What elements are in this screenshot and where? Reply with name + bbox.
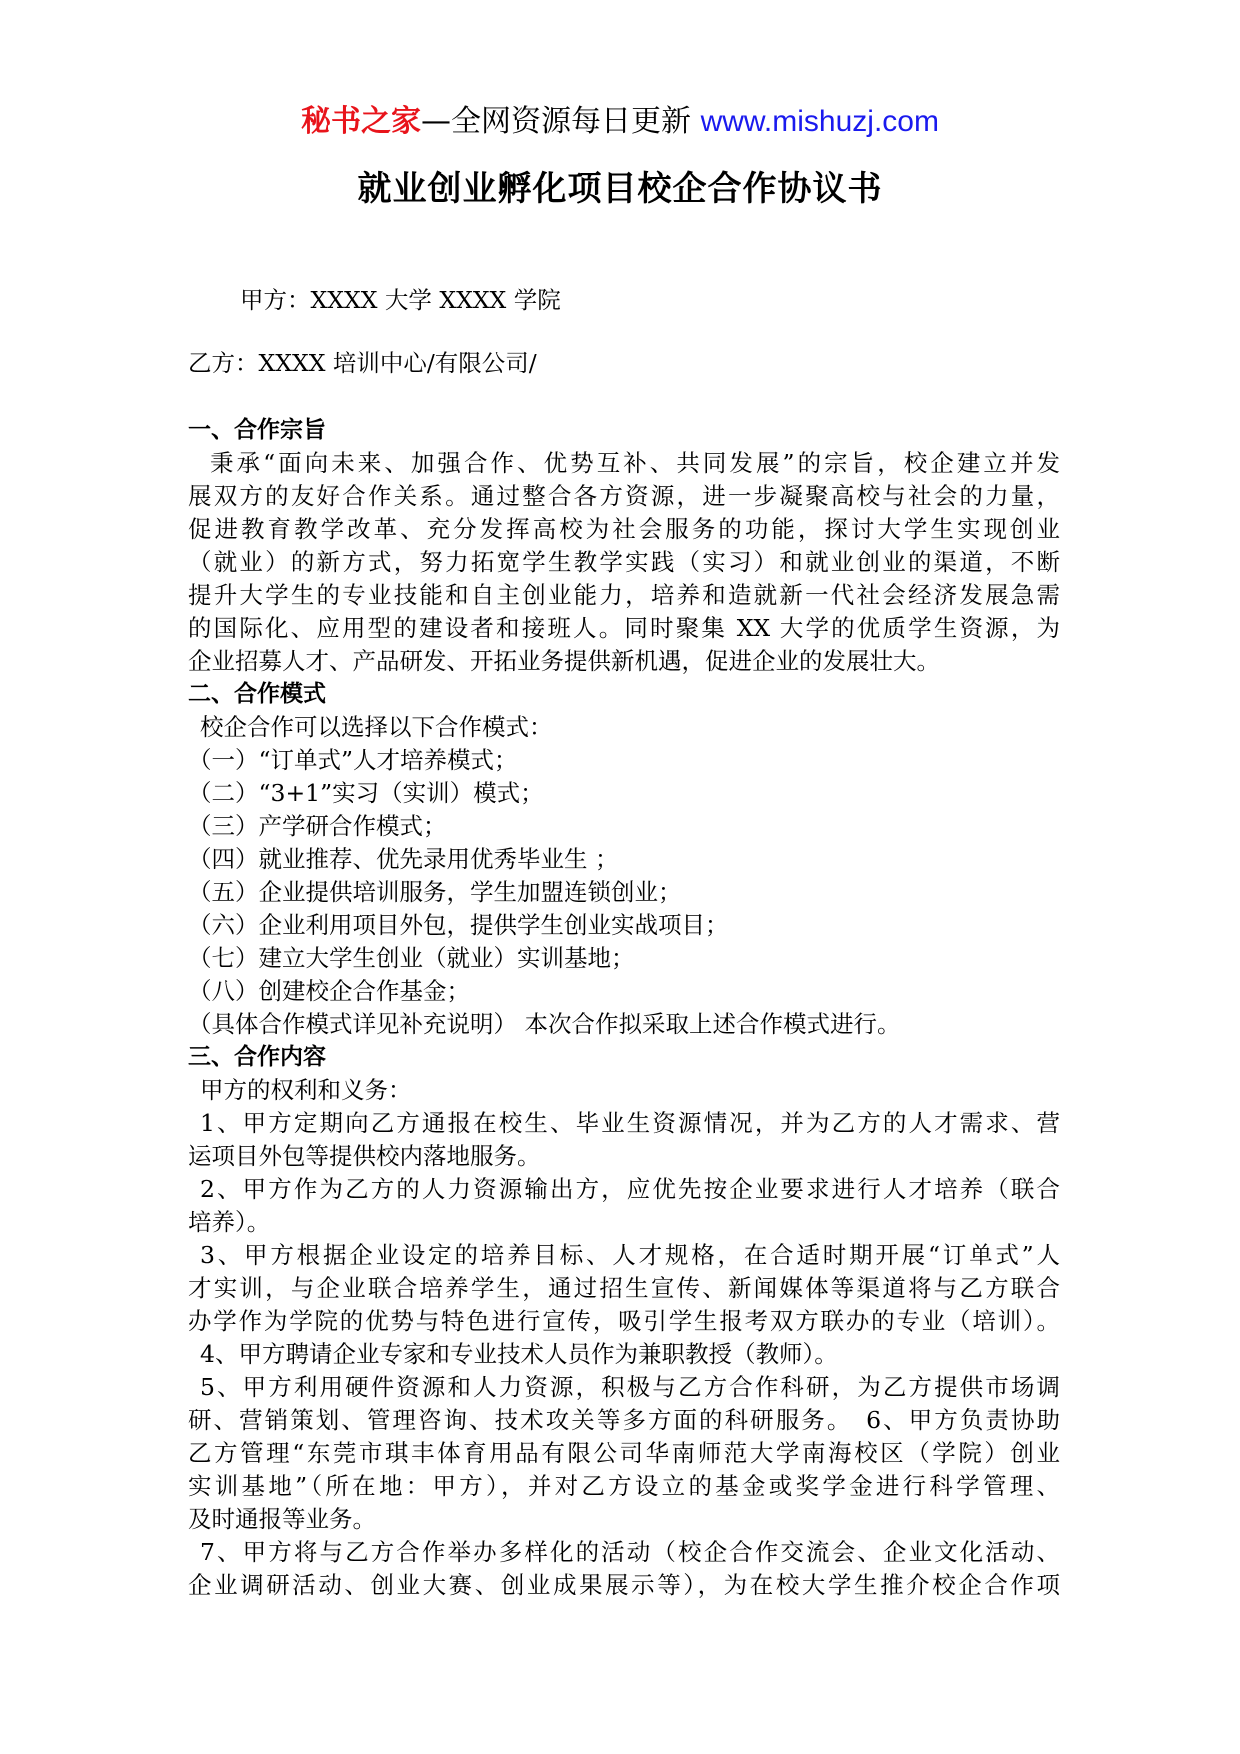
paragraph-line: 运项目外包等提供校内落地服务。 (188, 1142, 541, 1170)
list-item: （具体合作模式详见补充说明） 本次合作拟采取上述合作模式进行。 (188, 1010, 901, 1038)
list-item: （七）建立大学生创业（就业）实训基地； (188, 944, 635, 972)
brand-name: 秘书之家 (301, 104, 422, 139)
section-heading-mode: 二、合作模式 (188, 681, 326, 707)
section-intro: 甲方的权利和义务： (200, 1076, 412, 1104)
paragraph-line: 2、甲方作为乙方的人力资源输出方，应优先按企业要求进行人才培养（联合 (200, 1175, 1060, 1203)
paragraph-line: 秉承“面向未来、加强合作、优势互补、共同发展”的宗旨，校企建立并发 (210, 449, 1060, 477)
list-item: （六）企业利用项目外包，提供学生创业实战项目； (188, 911, 729, 939)
paragraph-line: 5、甲方利用硬件资源和人力资源，积极与乙方合作科研，为乙方提供市场调 (200, 1373, 1060, 1401)
paragraph-line: 的国际化、应用型的建设者和接班人。同时聚集 XX 大学的优质学生资源，为 (188, 614, 1060, 642)
section-heading-content: 三、合作内容 (188, 1044, 326, 1070)
paragraph-line: 企业调研活动、创业大赛、创业成果展示等），为在校大学生推介校企合作项 (188, 1571, 1060, 1599)
paragraph-line: 乙方管理“东莞市琪丰体育用品有限公司华南师范大学南海校区（学院）创业 (188, 1439, 1060, 1467)
paragraph-line: 及时通报等业务。 (188, 1505, 376, 1533)
list-item: （四）就业推荐、优先录用优秀毕业生 ； (188, 845, 619, 873)
paragraph-line: 办学作为学院的优势与特色进行宣传，吸引学生报考双方联办的专业（培训）。 (188, 1307, 1060, 1335)
list-item: （二）“3+1”实习（实训）模式； (188, 779, 544, 807)
paragraph-line: 研、营销策划、管理咨询、技术攻关等多方面的科研服务。 6、甲方负责协助 (188, 1406, 1060, 1434)
paragraph-line: （就业）的新方式，努力拓宽学生教学实践（实习）和就业创业的渠道，不断 (188, 548, 1060, 576)
paragraph-line: 提升大学生的专业技能和自主创业能力，培养和造就新一代社会经济发展急需 (188, 581, 1060, 609)
section-intro: 校企合作可以选择以下合作模式： (200, 713, 553, 741)
slogan: —全网资源每日更新 (421, 104, 692, 139)
paragraph-line: 才实训，与企业联合培养学生，通过招生宣传、新闻媒体等渠道将与乙方联合 (188, 1274, 1060, 1302)
list-item: （一）“订单式”人才培养模式； (188, 746, 518, 774)
paragraph-line: 展双方的友好合作关系。通过整合各方资源，进一步凝聚高校与社会的力量， (188, 482, 1060, 510)
list-item: （五）企业提供培训服务，学生加盟连锁创业； (188, 878, 682, 906)
paragraph-line: 培养）。 (188, 1208, 271, 1236)
party-b: 乙方：XXXX 培训中心/有限公司/ (188, 349, 537, 377)
paragraph-line: 3、甲方根据企业设定的培养目标、人才规格，在合适时期开展“订单式”人 (200, 1241, 1060, 1269)
paragraph-line: 1、甲方定期向乙方通报在校生、毕业生资源情况，并为乙方的人才需求、营 (200, 1109, 1060, 1137)
section-heading-purpose: 一、合作宗旨 (188, 417, 326, 443)
site-url[interactable]: www.mishuzj.com (700, 105, 939, 138)
paragraph-line: 促进教育教学改革、充分发挥高校为社会服务的功能，探讨大学生实现创业 (188, 515, 1060, 543)
site-header (0, 102, 1240, 142)
paragraph-line: 企业招募人才、产品研发、开拓业务提供新机遇，促进企业的发展壮大。 (188, 647, 940, 675)
party-a: 甲方：XXXX 大学 XXXX 学院 (240, 286, 561, 314)
document-title: 就业创业孵化项目校企合作协议书 (357, 169, 883, 209)
list-item: （八）创建校企合作基金； (188, 977, 470, 1005)
paragraph-line: 实训基地”（所在地：甲方），并对乙方设立的基金或奖学金进行科学管理、 (188, 1472, 1060, 1500)
paragraph-line: 7、甲方将与乙方合作举办多样化的活动（校企合作交流会、企业文化活动、 (200, 1538, 1060, 1566)
list-item: （三）产学研合作模式； (188, 812, 447, 840)
paragraph-line: 4、甲方聘请企业专家和专业技术人员作为兼职教授（教师）。 (200, 1340, 838, 1368)
